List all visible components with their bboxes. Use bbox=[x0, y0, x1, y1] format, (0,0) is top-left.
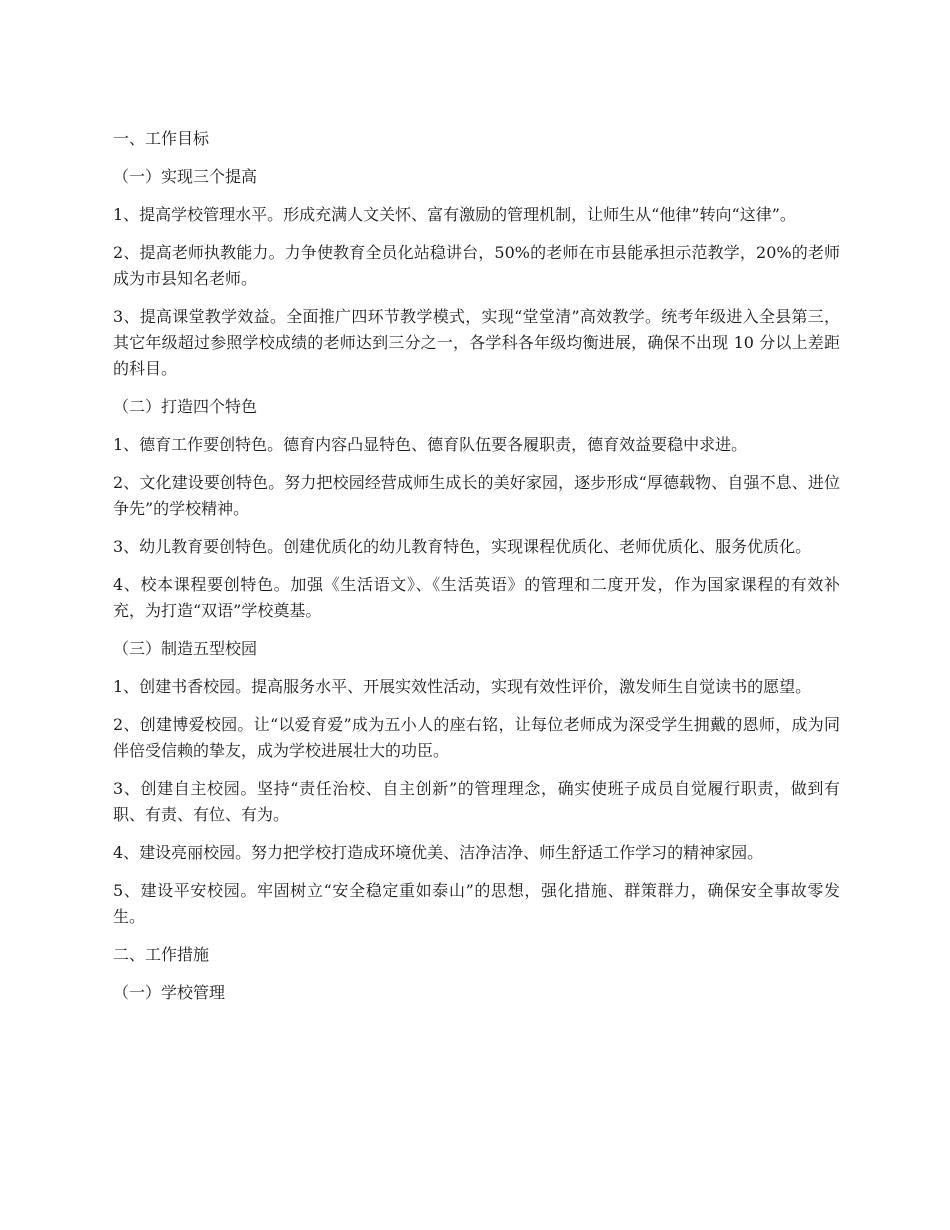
subsection-heading-school-management: （一）学校管理 bbox=[113, 983, 226, 1002]
paragraph-caring-campus: 2、创建博爱校园。让“以爱育爱”成为五小人的座右铭，让每位老师成为深受学生拥戴的恩师，成为同伴倍受信赖的挚友，成为学校进展壮大的功臣。 bbox=[113, 715, 840, 760]
paragraph-scholarly-campus: 1、创建书香校园。提高服务水平、开展实效性活动，实现有效性评价，激发师生自觉读书的愿望。 bbox=[113, 677, 812, 696]
paragraph-classroom-efficiency: 3、提高课堂教学效益。全面推广四环节教学模式，实现“堂堂清”高效教学。统考年级进入全县第三，其它年级超过参照学校成绩的老师达到三分之一，各学科各年级均衡进展，确保不出现 10 分以上差距的科目。 bbox=[113, 307, 840, 378]
paragraph-autonomous-campus: 3、创建自主校园。坚持“责任治校、自主创新”的管理理念，确实使班子成员自觉履行职责，做到有职、有责、有位、有为。 bbox=[113, 779, 840, 824]
section-heading-measures: 二、工作措施 bbox=[113, 945, 210, 964]
paragraph-moral-education: 1、德育工作要创特色。德育内容凸显特色、德育队伍要各履职责，德育效益要稳中求进。 bbox=[113, 435, 748, 454]
subsection-heading-five-campuses: （三）制造五型校园 bbox=[113, 639, 258, 658]
paragraph-safe-campus: 5、建设平安校园。牢固树立“安全稳定重如泰山”的思想，强化措施、群策群力，确保安全事故零发生。 bbox=[113, 881, 840, 926]
paragraph-management-level: 1、提高学校管理水平。形成充满人文关怀、富有激励的管理机制，让师生从“他律”转向“这律”。 bbox=[113, 205, 796, 224]
paragraph-preschool-education: 3、幼儿教育要创特色。创建优质化的幼儿教育特色，实现课程优质化、老师优质化、服务优质化。 bbox=[113, 537, 812, 556]
paragraph-school-curriculum: 4、校本课程要创特色。加强《生活语文》、《生活英语》的管理和二度开发，作为国家课程的有效补充，为打造“双语”学校奠基。 bbox=[113, 575, 840, 620]
subsection-heading-four-features: （二）打造四个特色 bbox=[113, 397, 258, 416]
section-heading-goals: 一、工作目标 bbox=[113, 129, 210, 148]
subsection-heading-three-improvements: （一）实现三个提高 bbox=[113, 167, 258, 186]
paragraph-culture-building: 2、文化建设要创特色。努力把校园经营成师生成长的美好家园，逐步形成“厚德载物、自强不息、进位争先”的学校精神。 bbox=[113, 473, 840, 518]
paragraph-teacher-ability: 2、提高老师执教能力。力争使教育全员化站稳讲台，50%的老师在市县能承担示范教学，20%的老师成为市县知名老师。 bbox=[113, 243, 840, 288]
paragraph-beautiful-campus: 4、建设亮丽校园。努力把学校打造成环境优美、洁净洁净、师生舒适工作学习的精神家园。 bbox=[113, 843, 764, 862]
